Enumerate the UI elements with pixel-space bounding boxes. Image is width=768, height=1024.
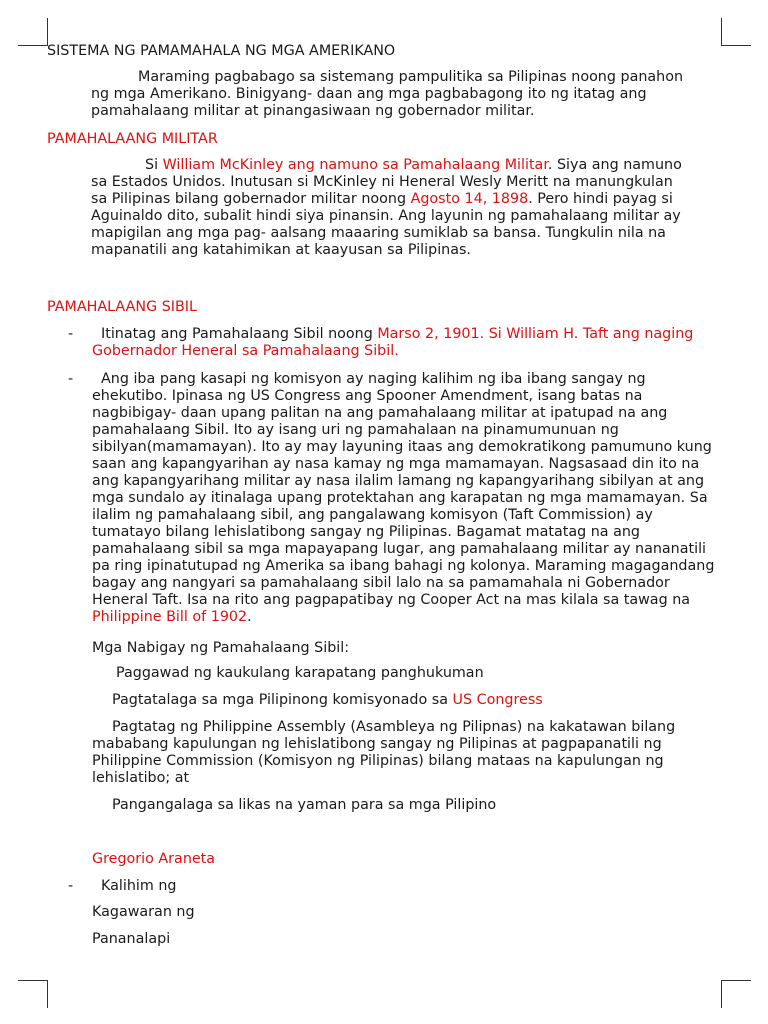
page-title: SISTEMA NG PAMAMAHALA NG MGA AMERIKANO — [47, 43, 396, 59]
crop-mark-top-right — [721, 18, 751, 46]
militar-lead: Si — [145, 157, 163, 173]
sibil-bullet-1 — [92, 326, 702, 360]
sibil-heading: PAMAHALAANG SIBIL — [47, 299, 197, 315]
crop-mark-bottom-right — [721, 980, 751, 1008]
bullet-marker: - — [68, 371, 74, 387]
araneta-heading: Gregorio Araneta — [92, 851, 216, 867]
nabigay-item-3: Pagtatag ng Philippine Assembly (Asambleya ng Pilipnas) na kakatawan bilang mababang kapulungan ng lehislatibong sangay ng Pilipinas at pagpapanatili ng Philippine Commission (Komisyon ng Pilipinas) bilang mataas na kapulungan ng lehislatibo; at — [92, 719, 676, 786]
araneta-line-2: Kagawaran ng — [92, 904, 195, 920]
militar-paragraph — [91, 157, 691, 259]
bullet-marker: - — [68, 326, 74, 342]
date-highlight: Agosto 14, 1898 — [410, 191, 529, 207]
nabigay-heading: Mga Nabigay ng Pamahalaang Sibil: — [92, 640, 350, 656]
sibil-bullet-2-text: Ang iba pang kasapi ng komisyon ay naging kalihim ng iba ibang sangay ng ehekutibo. Ipinasa ng US Congress ang Spooner Amendment, isang batas na nagbibigay- daan upang palitan na ang pamahalaang militar at ipatupad na ang pamahalaang Sibil. Ito ay isang uri ng pamahalaan na pinamumunuan ng sibilyan(mamamayan). Ito ay may layuning itaas ang demokratikong pamumuno kung saan ang kapangyarihan ay nasa kamay ng mga mamamayan. Nagsasaad din ito na ang kapangyarihang militar ay nasa ilalim lamang ng kapangyarihang sibilyan at ang mga sundalo ay itinalaga upang protektahan ang karapatan ng mga mamamayan. Sa ilalim ng pamahalaang sibil, ang pangalawang komisyon (Taft Commission) ay tumatayo bilang lehislatibong sangay ng Pilipinas. Bagamat matatag na ang pamahalaang sibil sa mga mapayapang lugar, ang pamahalaang militar ay nananatili pa ring ipinatutupad ng Amerika sa ibang bahagi ng kolonya. Maraming magagandang bagay ang nangyari sa pamahalaang sibil lalo na sa pamamahala ni Gobernador Heneral Taft. Isa na rito ang pagpapatibay ng Cooper Act na mas kilala sa tawag na — [92, 371, 715, 608]
mckinley-highlight: William McKinley ang namuno sa Pamahalaang Militar — [162, 157, 548, 173]
nabigay-item-1: Paggawad ng kaukulang karapatang panghukuman — [116, 665, 484, 681]
sibil-bullet-1-lead: Itinatag ang Pamahalaang Sibil noong — [101, 326, 378, 342]
nabigay-item-2 — [112, 692, 543, 709]
intro-paragraph: Maraming pagbabago sa sistemang pampulitika sa Pilipinas noong panahon ng mga Amerikano. Binigyang- daan ang mga pagbabagong ito ng itatag ang pamahalaang militar at pinangasiwaan ng gobernador militar. — [91, 69, 684, 119]
militar-tail: . Pero hindi payag si Aguinaldo dito, subalit hindi siya pinansin. Ang layunin ng pamahalaang militar ay mapigilan ang mga pag- aalsang maaaring sumiklab sa bansa. Tungkulin nila na mapanatili ang katahimikan at kaayusan sa Pilipinas. — [91, 191, 681, 258]
crop-mark-top-left — [18, 18, 48, 46]
taft-highlight: Marso 2, 1901. Si William H. Taft ang naging Gobernador Heneral sa Pamahalaang Sibil. — [92, 326, 694, 359]
bullet-marker: - — [68, 878, 74, 894]
militar-heading: PAMAHALAANG MILITAR — [47, 131, 218, 147]
araneta-line-3: Pananalapi — [92, 931, 171, 947]
araneta-line-1: Kalihim ng — [101, 878, 177, 894]
militar-middle: . Siya ang namuno sa Estados Unidos. Inutusan si McKinley ni Heneral Wesly Meritt na manungkulan sa Pilipinas bilang gobernador militar noong — [91, 157, 682, 207]
nabigay-item-2-lead: Pagtatalaga sa mga Pilipinong komisyonado sa — [112, 692, 453, 708]
crop-mark-bottom-left — [18, 980, 48, 1008]
nabigay-item-4: Pangangalaga sa likas na yaman para sa mga Pilipino — [112, 797, 497, 813]
us-congress-highlight: US Congress — [452, 692, 543, 708]
sibil-bullet-2 — [92, 371, 724, 626]
philippine-bill-highlight: Philippine Bill of 1902 — [92, 609, 248, 625]
sibil-bullet-2-end: . — [247, 609, 252, 625]
